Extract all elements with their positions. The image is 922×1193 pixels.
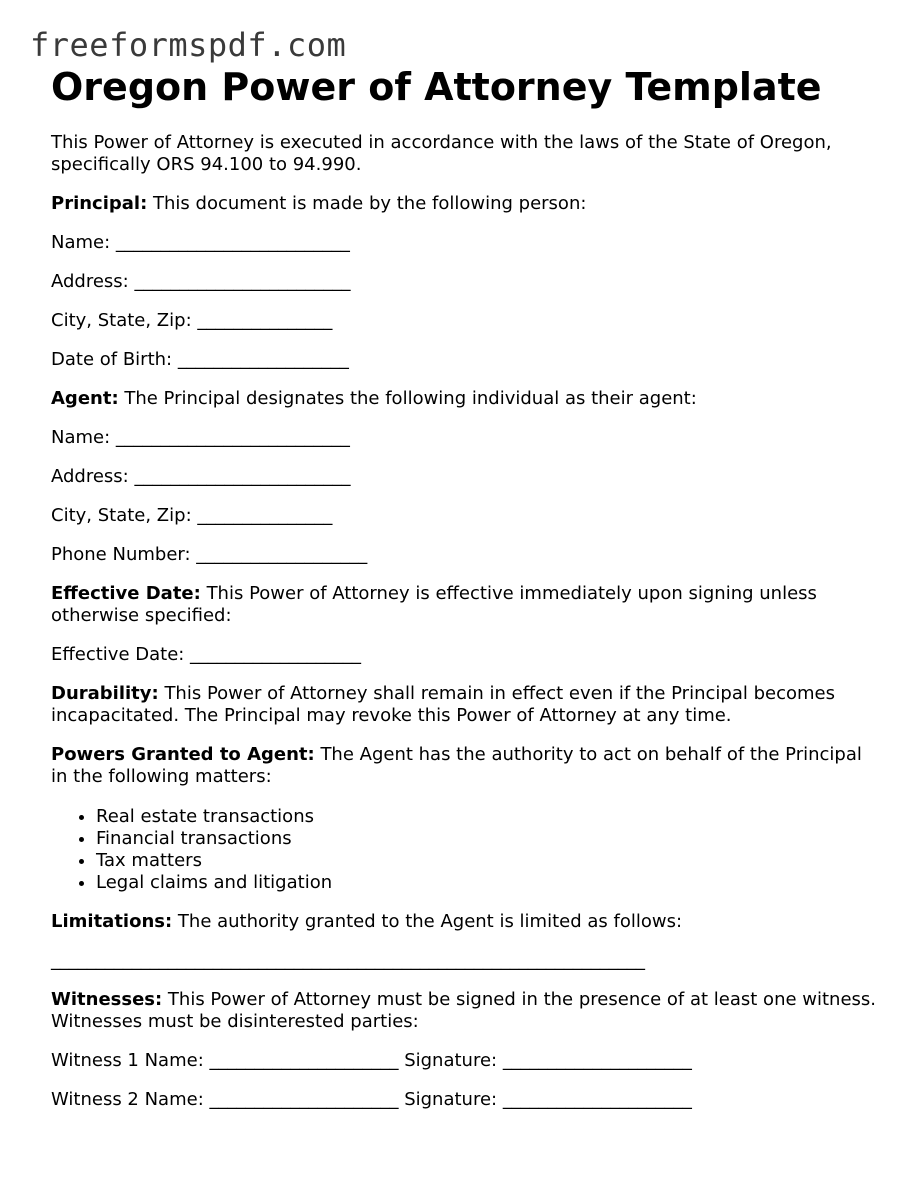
effective-text: This Power of Attorney is effective immediately upon signing unless otherwise specified: xyxy=(51,583,817,626)
witnesses-section xyxy=(51,989,881,1033)
witness-1-field[interactable]: Witness 1 Name: _____________________ Signature: _____________________ xyxy=(51,1050,692,1071)
powers-list xyxy=(51,806,881,894)
limitations-section xyxy=(51,911,881,933)
agent-text: The Principal designates the following individual as their agent: xyxy=(118,388,697,409)
principal-dob-field[interactable]: Date of Birth: ___________________ xyxy=(51,349,349,370)
powers-heading: Powers Granted to Agent: xyxy=(51,744,315,765)
principal-text: This document is made by the following person: xyxy=(147,193,587,214)
principal-address-field[interactable]: Address: ________________________ xyxy=(51,271,351,292)
principal-heading: Principal: xyxy=(51,193,148,214)
watermark: freeformspdf.com xyxy=(30,26,347,64)
list-item: • Tax matters xyxy=(96,850,881,872)
powers-section xyxy=(51,744,881,788)
list-item: • Financial transactions xyxy=(96,828,881,850)
effective-date-field[interactable]: Effective Date: ___________________ xyxy=(51,644,362,665)
agent-name-field[interactable]: Name: __________________________ xyxy=(51,427,350,448)
limitations-line[interactable]: __________________________________________________________________ xyxy=(51,950,645,971)
page-title: Oregon Power of Attorney Template xyxy=(51,65,822,109)
limitations-heading: Limitations: xyxy=(51,911,173,932)
agent-phone-field[interactable]: Phone Number: ___________________ xyxy=(51,544,368,565)
principal-section xyxy=(51,193,881,215)
agent-section xyxy=(51,388,881,410)
durability-text: This Power of Attorney shall remain in effect even if the Principal becomes incapacitated. The Principal may revoke this Power of Attorney at any time. xyxy=(51,683,835,726)
limitations-text: The authority granted to the Agent is limited as follows: xyxy=(172,911,683,932)
principal-city-field[interactable]: City, State, Zip: _______________ xyxy=(51,310,333,331)
durability-heading: Durability: xyxy=(51,683,159,704)
principal-name-field[interactable]: Name: __________________________ xyxy=(51,232,350,253)
agent-address-field[interactable]: Address: ________________________ xyxy=(51,466,351,487)
document-body xyxy=(51,132,881,1128)
witnesses-text: This Power of Attorney must be signed in the presence of at least one witness. Witnesses must be disinterested parties: xyxy=(51,989,877,1032)
witnesses-heading: Witnesses: xyxy=(51,989,163,1010)
witness-2-field[interactable]: Witness 2 Name: _____________________ Signature: _____________________ xyxy=(51,1089,692,1110)
list-item: • Real estate transactions xyxy=(96,806,881,828)
effective-heading: Effective Date: xyxy=(51,583,201,604)
list-item: • Legal claims and litigation xyxy=(96,872,881,894)
powers-text: The Agent has the authority to act on behalf of the Principal in the following matters: xyxy=(51,744,862,787)
intro-paragraph: This Power of Attorney is executed in accordance with the laws of the State of Oregon, specifically ORS 94.100 to 94.990. xyxy=(51,132,832,175)
agent-city-field[interactable]: City, State, Zip: _______________ xyxy=(51,505,333,526)
durability-section xyxy=(51,683,881,727)
effective-section xyxy=(51,583,881,627)
agent-heading: Agent: xyxy=(51,388,119,409)
